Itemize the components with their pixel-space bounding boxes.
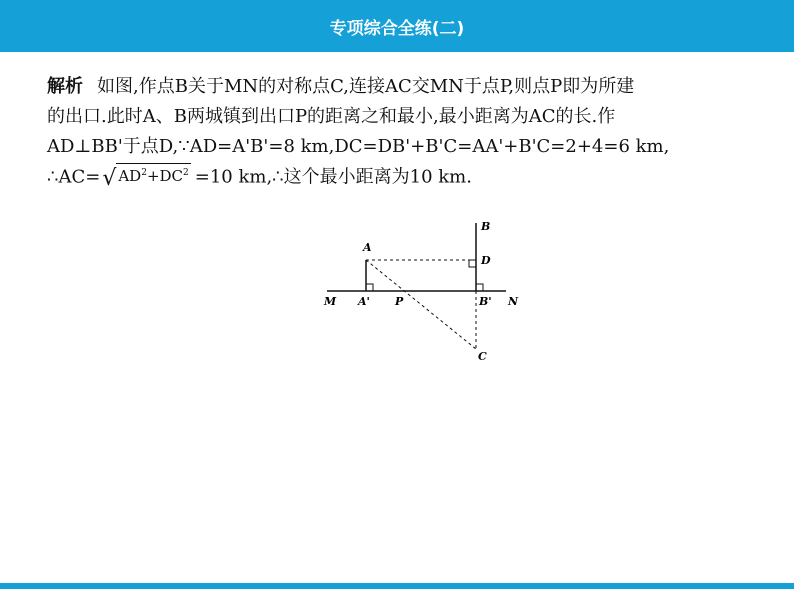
page-title: 专项综合全练(二): [329, 18, 465, 39]
bottom-rule: [0, 583, 794, 589]
right-angle-a-prime: [366, 284, 373, 291]
ac-prefix: ∴AC=: [47, 166, 101, 188]
sqrt-radicand: [116, 163, 190, 185]
solution-label: 解析: [47, 76, 83, 97]
solution-line-1-text: 如图,作点B关于MN的对称点C,连接AC交MN于点P,则点P即为所建: [97, 76, 635, 97]
solution-line-1: [47, 72, 757, 102]
geometry-figure: [318, 218, 528, 368]
label-n: N: [508, 295, 519, 308]
sqrt-expression: [102, 162, 190, 193]
label-b-prime: B': [479, 295, 492, 308]
right-angle-b-prime: [476, 284, 483, 291]
radicand-dc-exp: 2: [183, 168, 189, 178]
sqrt-sign-icon: √: [102, 166, 117, 191]
header-bar: [0, 0, 794, 52]
ac-result: =10 km,∴这个最小距离为10 km.: [194, 166, 472, 188]
label-a-prime: A': [358, 295, 370, 308]
solution-line-2: 的出口.此时A、B两城镇到出口P的距离之和最小,最小距离为AC的长.作: [47, 106, 616, 127]
segment-ac-dashed: [366, 260, 476, 349]
label-p: P: [395, 295, 404, 308]
label-c: C: [478, 350, 487, 363]
radicand-ad-exp: 2: [141, 168, 147, 178]
radicand-plus: +: [146, 167, 160, 185]
solution-line-3: AD⊥BB'于点D,∵AD=A'B'=8 km,DC=DB'+B'C=AA'+B'C=2+4=6 km,: [47, 136, 670, 157]
radicand-dc: DC: [159, 167, 184, 185]
solution-text: [47, 72, 757, 192]
label-d: D: [481, 254, 491, 267]
label-a: A: [363, 241, 372, 254]
label-m: M: [324, 295, 337, 308]
radicand-ad: AD: [118, 167, 142, 185]
right-angle-d: [469, 260, 476, 267]
label-b: B: [481, 220, 491, 233]
solution-line-4: [47, 162, 757, 192]
